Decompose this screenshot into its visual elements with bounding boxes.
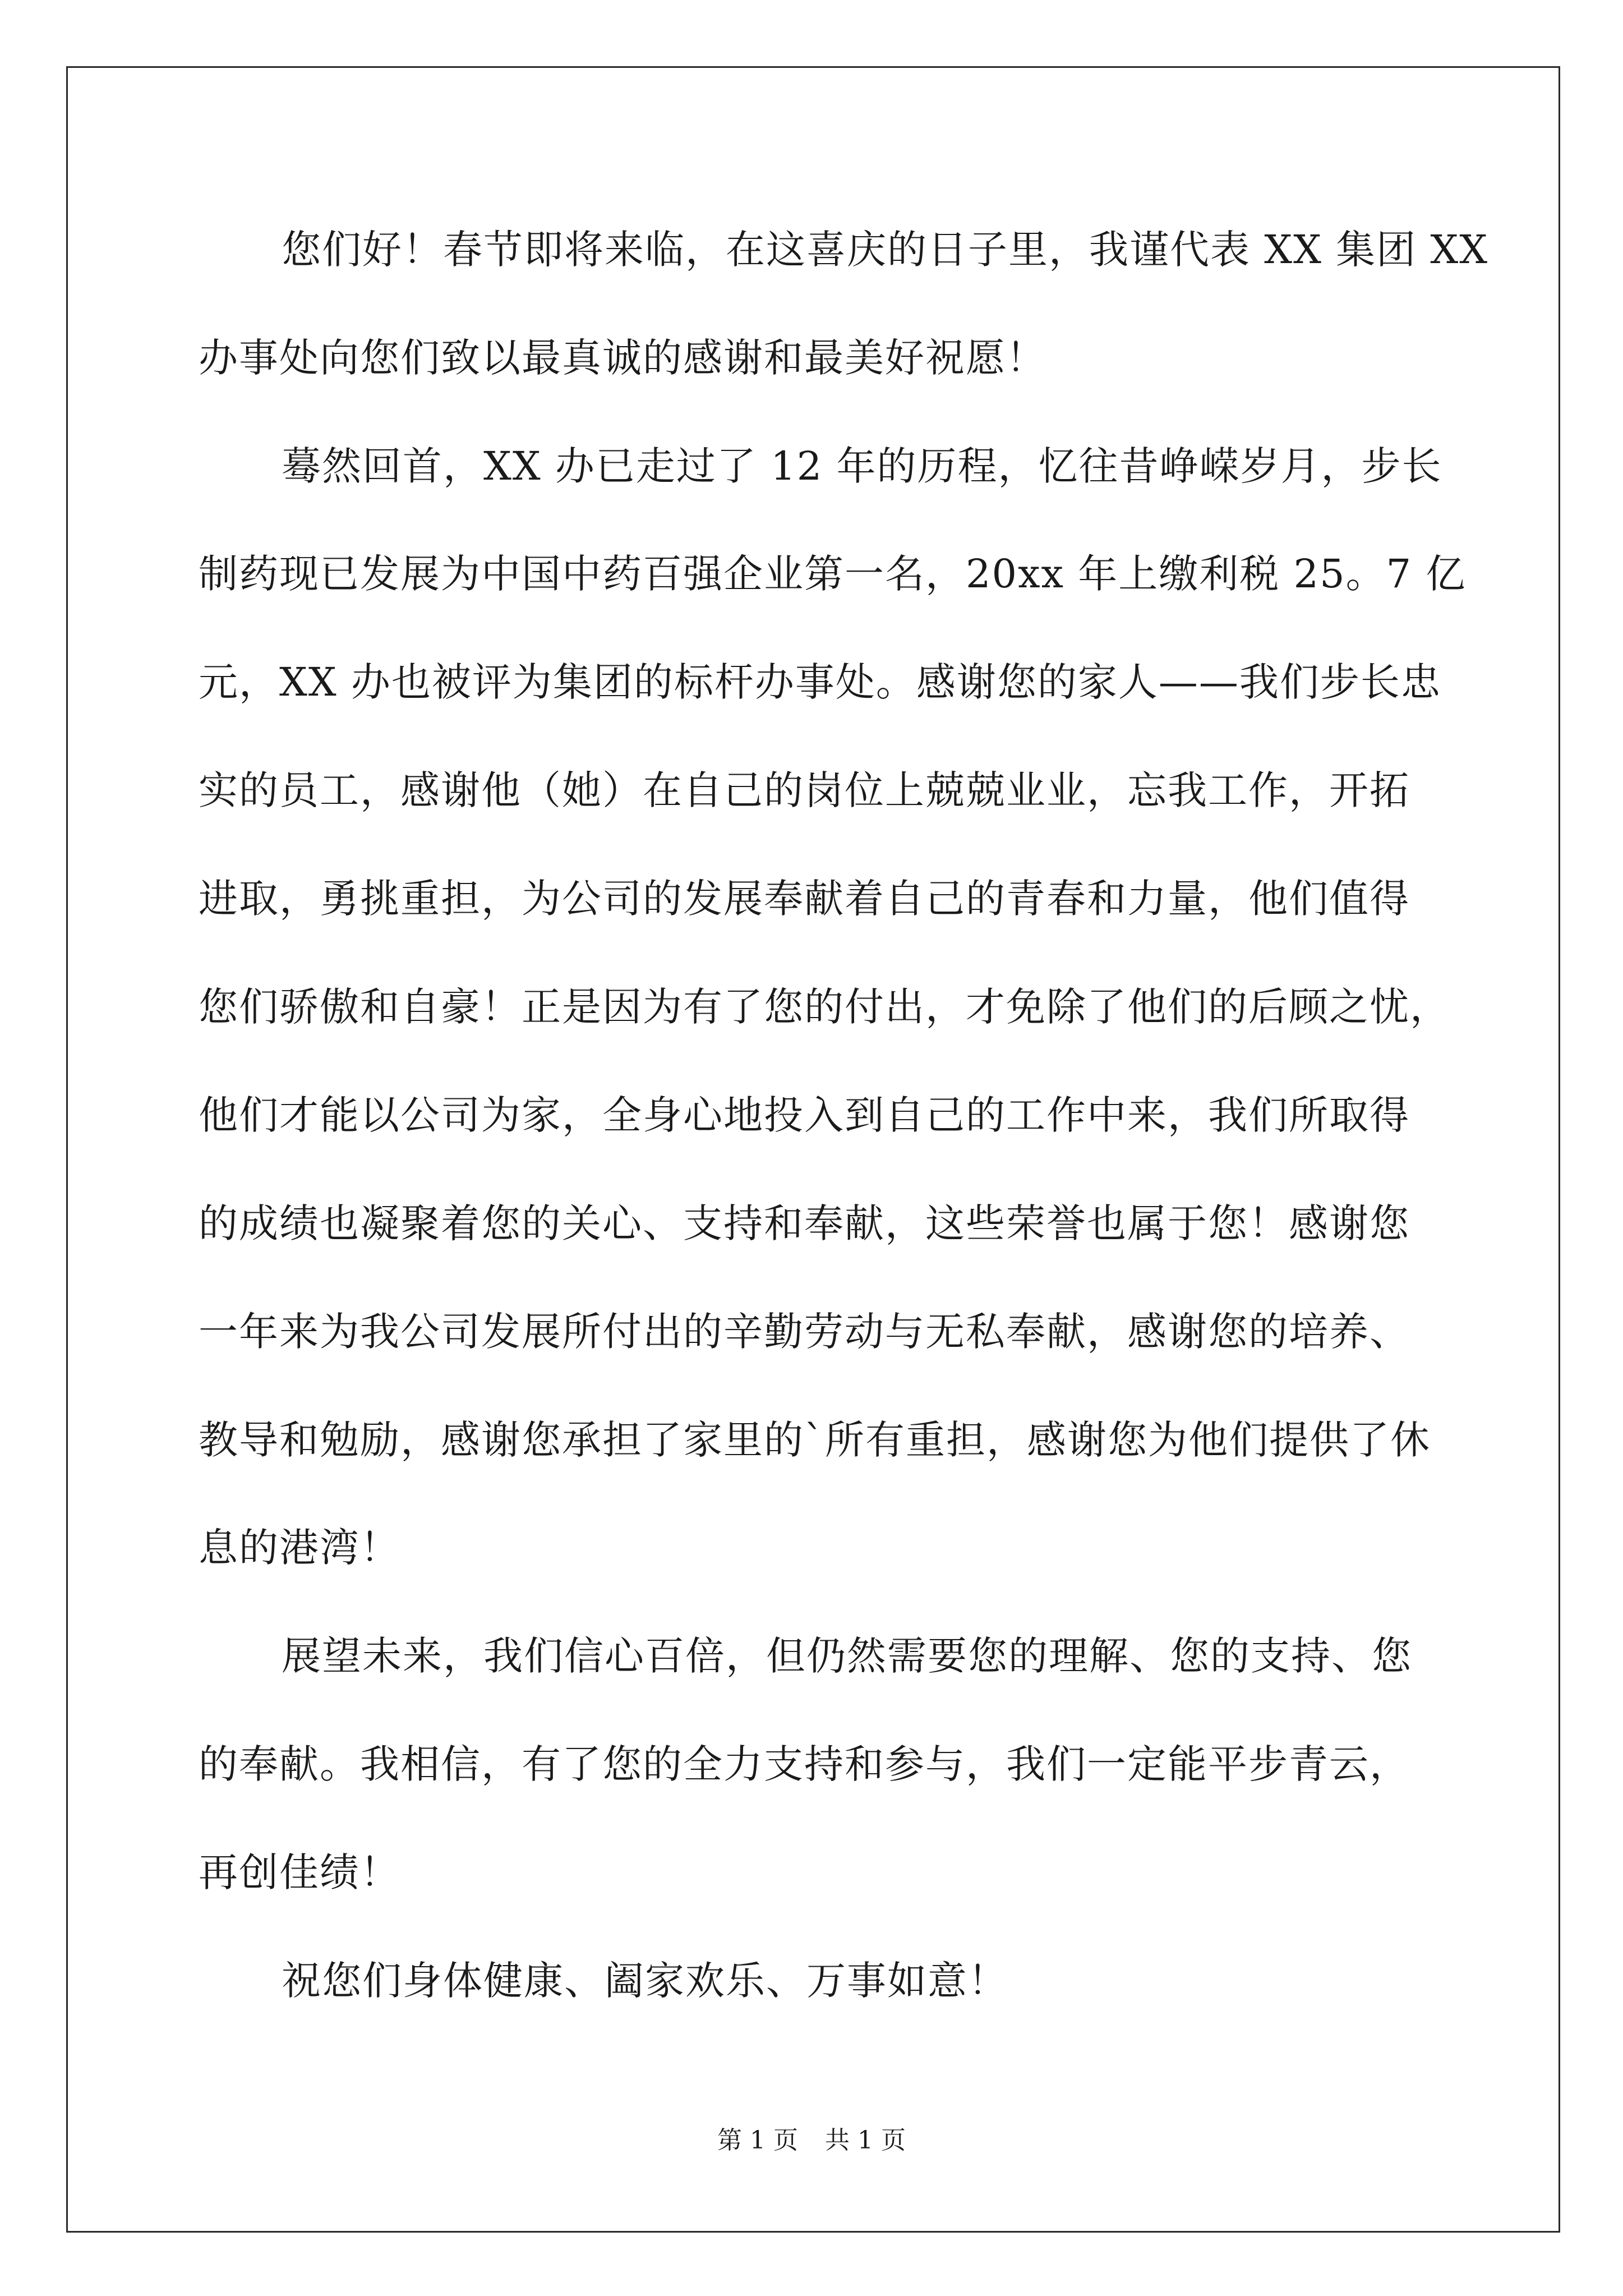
text-line: 展望未来，我们信心百倍，但仍然需要您的理解、您的支持、您 xyxy=(282,1633,1412,1679)
text-line: 制药现已发展为中国中药百强企业第一名，20xx 年上缴利税 25。7 亿 xyxy=(199,551,1467,597)
text-line: 教导和勉励，感谢您承担了家里的`所有重担，感谢您为他们提供了休 xyxy=(199,1417,1431,1463)
text-line: 祝您们身体健康、阖家欢乐、万事如意！ xyxy=(282,1958,1008,2004)
text-line: 一年来为我公司发展所付出的辛勤劳动与无私奉献，感谢您的培养、 xyxy=(199,1309,1410,1355)
text-line: 您们骄傲和自豪！正是因为有了您的付出，才免除了他们的后顾之忧， xyxy=(199,984,1450,1030)
text-line: 蓦然回首，XX 办已走过了 12 年的历程，忆往昔峥嵘岁月，步长 xyxy=(282,443,1442,489)
text-line: 的成绩也凝聚着您的关心、支持和奉献，这些荣誉也属于您！感谢您 xyxy=(199,1200,1410,1246)
text-line: 办事处向您们致以最真诚的感谢和最美好祝愿！ xyxy=(199,335,1046,381)
text-line: 的奉献。我相信，有了您的全力支持和参与，我们一定能平步青云， xyxy=(199,1741,1410,1787)
text-line: 他们才能以公司为家，全身心地投入到自己的工作中来，我们所取得 xyxy=(199,1092,1410,1138)
page-footer xyxy=(0,2128,1623,2153)
text-line: 息的港湾！ xyxy=(199,1525,400,1571)
text-line: 实的员工，感谢他（她）在自己的岗位上兢兢业业，忘我工作，开拓 xyxy=(199,767,1410,813)
text-line: 您们好！春节即将来临，在这喜庆的日子里，我谨代表 XX 集团 XX xyxy=(282,227,1489,273)
text-line: 元，XX 办也被评为集团的标杆办事处。感谢您的家人——我们步长忠 xyxy=(199,659,1441,705)
text-line: 再创佳绩！ xyxy=(199,1849,400,1895)
text-line: 进取，勇挑重担，为公司的发展奉献着自己的青春和力量，他们值得 xyxy=(199,876,1410,922)
page-total: 共 1 页 xyxy=(825,2126,906,2155)
page-number: 第 1 页 xyxy=(717,2126,798,2155)
